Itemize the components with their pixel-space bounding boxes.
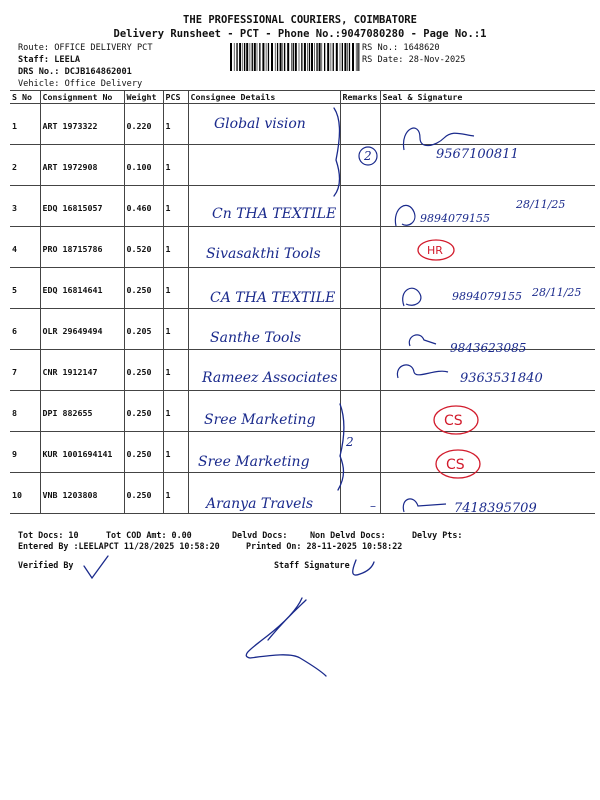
cell-signature [380, 391, 595, 432]
cell-sno: 1 [10, 104, 40, 145]
cell-consignee [188, 104, 340, 145]
cell-weight: 0.250 [124, 391, 163, 432]
cell-sno: 4 [10, 227, 40, 268]
printed-on: Printed On: 28-11-2025 10:58:22 [246, 541, 403, 551]
barcode-bar [275, 43, 276, 71]
col-seal-signature: Seal & Signature [380, 91, 595, 104]
cell-pcs: 1 [163, 145, 188, 186]
barcode-bar [262, 43, 264, 71]
table-row [10, 227, 595, 268]
cell-signature [380, 473, 595, 514]
cell-signature [380, 145, 595, 186]
cell-consignment: PRO 18715786 [40, 227, 124, 268]
barcode-bar [311, 43, 313, 71]
cell-signature [380, 104, 595, 145]
cell-consignee [188, 186, 340, 227]
barcode-bar [257, 43, 258, 71]
rs-date: RS Date: 28-Nov-2025 [362, 55, 466, 65]
cell-consignment: EDQ 16815057 [40, 186, 124, 227]
cell-pcs: 1 [163, 391, 188, 432]
cell-weight: 0.205 [124, 309, 163, 350]
col-remarks: Remarks [340, 91, 380, 104]
cell-remarks [340, 104, 380, 145]
remarks-hw: – [370, 499, 376, 513]
vehicle-label: Vehicle: Office Delivery [18, 79, 143, 89]
cell-remarks [340, 145, 380, 186]
table-row [10, 473, 595, 514]
cell-sno: 8 [10, 391, 40, 432]
cell-weight: 0.100 [124, 145, 163, 186]
signature-number-hw: 28/11/25 [532, 286, 582, 299]
cell-pcs: 1 [163, 432, 188, 473]
remarks-hw: 2 [364, 149, 372, 163]
signature-number-hw: 7418395709 [454, 501, 537, 516]
table-row [10, 432, 595, 473]
stamp-cs-text: CS [446, 457, 465, 473]
signature-number-hw: 9894079155 [452, 290, 522, 303]
barcode-bar [295, 43, 297, 71]
barcode-bar [259, 43, 260, 71]
runsheet-subtitle: Delivery Runsheet - PCT - Phone No.:9047080280 - Page No.:1 [113, 28, 487, 40]
barcode-bar [342, 43, 343, 71]
delivery-points: Delvy Pts: [412, 530, 463, 540]
cell-consignment: KUR 1001694141 [40, 432, 124, 473]
cell-consignment: EDQ 16814641 [40, 268, 124, 309]
table-row [10, 186, 595, 227]
signature-number-hw: 9363531840 [460, 371, 543, 386]
rs-number: RS No.: 1648620 [362, 43, 440, 53]
barcode-icon [230, 43, 360, 71]
barcode-bar [283, 43, 284, 71]
cell-consignment: OLR 29649494 [40, 309, 124, 350]
staff-signature-label: Staff Signature [274, 560, 350, 570]
staff-label: Staff: LEELA [18, 55, 81, 65]
barcode-bar [340, 43, 341, 71]
barcode-bar [291, 43, 292, 71]
barcode-bar [307, 43, 308, 71]
cell-sno: 9 [10, 432, 40, 473]
cell-pcs: 1 [163, 186, 188, 227]
total-cod-amount: Tot COD Amt: 0.00 [106, 530, 192, 540]
signature-number-hw: 9843623085 [450, 341, 527, 355]
cell-pcs: 1 [163, 104, 188, 145]
cell-consignment: DPI 882655 [40, 391, 124, 432]
cell-pcs: 1 [163, 473, 188, 514]
cell-pcs: 1 [163, 309, 188, 350]
barcode-bar [284, 43, 285, 71]
barcode-bar [314, 43, 315, 71]
barcode-bar [336, 43, 338, 71]
barcode-bar [356, 43, 357, 71]
cell-consignee [188, 391, 340, 432]
cell-signature [380, 227, 595, 268]
cell-remarks [340, 473, 380, 514]
barcode-bar [268, 43, 269, 71]
cell-consignee [188, 268, 340, 309]
cell-remarks [340, 227, 380, 268]
signature-number-hw: 28/11/25 [516, 198, 566, 211]
cell-sno: 6 [10, 309, 40, 350]
barcode-bar [280, 43, 282, 71]
cell-pcs: 1 [163, 227, 188, 268]
remarks-hw: 2 [346, 435, 354, 449]
table-row [10, 391, 595, 432]
barcode-bar [301, 43, 302, 71]
entered-by: Entered By :LEELAPCT 11/28/2025 10:58:20 [18, 541, 220, 551]
col-consignee: Consignee Details [188, 91, 340, 104]
cell-consignee [188, 145, 340, 186]
cell-consignment: ART 1972908 [40, 145, 124, 186]
consignee-hw: Aranya Travels [206, 496, 314, 512]
cell-weight: 0.250 [124, 350, 163, 391]
barcode-bar [316, 43, 317, 71]
cell-sno: 10 [10, 473, 40, 514]
cell-remarks [340, 350, 380, 391]
consignee-hw: Rameez Associates [202, 370, 338, 386]
cell-signature [380, 268, 595, 309]
cell-signature [380, 432, 595, 473]
cell-weight: 0.460 [124, 186, 163, 227]
table-row [10, 350, 595, 391]
barcode-bar [304, 43, 306, 71]
total-docs: Tot Docs: 10 [18, 530, 79, 540]
barcode-bar [349, 43, 350, 71]
cell-consignee [188, 473, 340, 514]
cell-signature [380, 309, 595, 350]
barcode-bar [230, 43, 232, 71]
cell-consignee [188, 309, 340, 350]
drs-number: DRS No.: DCJB164862001 [18, 67, 132, 77]
barcode-bar [243, 43, 244, 71]
barcode-bar [352, 43, 354, 71]
route-label: Route: OFFICE DELIVERY PCT [18, 43, 153, 53]
bottom-signature [246, 598, 326, 676]
consignee-hw: CA THA TEXTILE [210, 290, 336, 306]
barcode-bar [322, 43, 323, 71]
barcode-bar [319, 43, 321, 71]
signature-number-hw: 9894079155 [420, 212, 490, 225]
cell-remarks [340, 432, 380, 473]
barcode-bar [347, 43, 348, 71]
barcode-bar [246, 43, 248, 71]
cell-remarks [340, 391, 380, 432]
barcode-bar [299, 43, 300, 71]
cell-sno: 5 [10, 268, 40, 309]
stamp-cs-text: CS [444, 413, 463, 429]
barcode-bar [293, 43, 294, 71]
cell-sno: 3 [10, 186, 40, 227]
col-weight: Weight [124, 91, 163, 104]
cell-signature [380, 186, 595, 227]
table-row [10, 145, 595, 186]
barcode-bar [327, 43, 329, 71]
barcode-bar [254, 43, 256, 71]
stamp-hr-text: HR [427, 244, 443, 257]
cell-consignment: ART 1973322 [40, 104, 124, 145]
cell-remarks [340, 268, 380, 309]
barcode-bar [309, 43, 310, 71]
cell-weight: 0.220 [124, 104, 163, 145]
cell-sno: 7 [10, 350, 40, 391]
consignee-hw: Santhe Tools [210, 330, 302, 346]
delivered-docs: Delvd Docs: [232, 530, 288, 540]
col-sno: S No [10, 91, 40, 104]
barcode-bar [277, 43, 278, 71]
cell-weight: 0.520 [124, 227, 163, 268]
cell-remarks [340, 186, 380, 227]
barcode-bar [250, 43, 251, 71]
company-title: THE PROFESSIONAL COURIERS, COIMBATORE [183, 14, 417, 26]
table-row [10, 104, 595, 145]
barcode-bar [287, 43, 289, 71]
leela-signature [353, 560, 374, 575]
cell-consignment: CNR 1912147 [40, 350, 124, 391]
consignee-hw: Sivasakthi Tools [206, 246, 321, 262]
consignment-table [10, 90, 595, 514]
barcode-bar [271, 43, 273, 71]
cell-weight: 0.250 [124, 268, 163, 309]
cell-consignee [188, 350, 340, 391]
cell-pcs: 1 [163, 350, 188, 391]
cell-signature [380, 350, 595, 391]
cell-consignee [188, 432, 340, 473]
table-row [10, 309, 595, 350]
barcode-bar [331, 43, 332, 71]
cell-weight: 0.250 [124, 473, 163, 514]
cell-remarks [340, 309, 380, 350]
signature-number-hw: 9567100811 [436, 147, 519, 162]
cell-consignee [188, 227, 340, 268]
cell-consignment: VNB 1203808 [40, 473, 124, 514]
consignee-hw: Cn THA TEXTILE [212, 206, 337, 222]
non-delivered-docs: Non Delvd Docs: [310, 530, 386, 540]
consignee-hw: Sree Marketing [204, 412, 316, 428]
barcode-bar [324, 43, 325, 71]
barcode-bar [239, 43, 241, 71]
verified-by-label: Verified By [18, 560, 74, 570]
cell-weight: 0.250 [124, 432, 163, 473]
verified-tick-icon [84, 556, 108, 578]
barcode-bar [234, 43, 235, 71]
col-consignment: Consignment No [40, 91, 124, 104]
barcode-bar [252, 43, 253, 71]
barcode-bar [333, 43, 334, 71]
barcode-bar [266, 43, 267, 71]
consignee-hw: Sree Marketing [198, 454, 310, 470]
barcode-bar [344, 43, 346, 71]
barcode-bar [244, 43, 245, 71]
barcode-bar [236, 43, 237, 71]
cell-sno: 2 [10, 145, 40, 186]
consignee-hw: Global vision [214, 116, 306, 132]
cell-pcs: 1 [163, 268, 188, 309]
table-header-row [10, 91, 595, 104]
barcode-bar [357, 43, 358, 71]
table-row [10, 268, 595, 309]
col-pcs: PCS [163, 91, 188, 104]
